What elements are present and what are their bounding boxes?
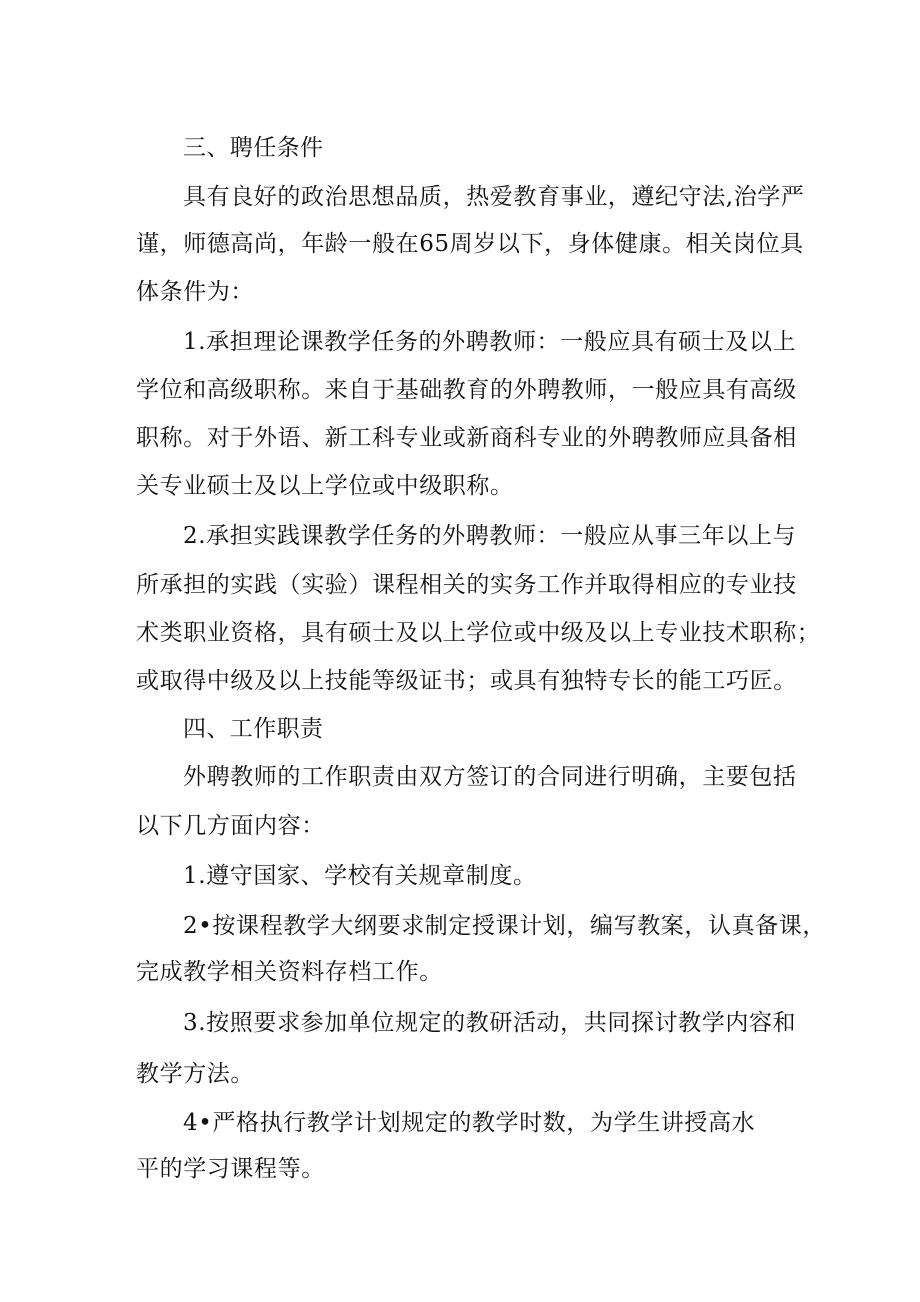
list-item-line: 4•严格执行教学计划规定的教学时数，为学生讲授高水 [183, 1110, 756, 1136]
list-item-line: 3.按照要求参加单位规定的教研活动，共同探讨教学内容和 [183, 1010, 797, 1036]
list-item-line: 学位和高级职称。来自于基础教育的外聘教师，一般应具有高级 [136, 377, 797, 403]
list-item-line: 2•按课程教学大纲要求制定授课计划，编写教案，认真备课， [183, 913, 826, 939]
list-item-line: 平的学习课程等。 [136, 1156, 325, 1182]
list-item-line: 职称。对于外语、新工科专业或新商科专业的外聘教师应具备相 [136, 425, 797, 451]
list-item-line: 1.承担理论课教学任务的外聘教师：一般应具有硕士及以上 [183, 329, 797, 355]
paragraph-line: 外聘教师的工作职责由双方签订的合同进行明确，主要包括 [183, 764, 797, 790]
paragraph-line: 以下几方面内容： [136, 813, 325, 839]
list-item-line: 完成教学相关资料存档工作。 [136, 959, 443, 985]
list-item-line: 关专业硕士及以上学位或中级职称。 [136, 473, 514, 499]
list-item-line: 2.承担实践课教学任务的外聘教师：一般应从事三年以上与 [183, 523, 797, 549]
section-heading-job-duties: 四、工作职责 [183, 716, 324, 742]
list-item-line: 所承担的实践（实验）课程相关的实务工作并取得相应的专业技 [136, 572, 797, 598]
list-item-line: 教学方法。 [136, 1061, 254, 1087]
paragraph-line: 谨，师德高尚，年龄一般在65周岁以下，身体健康。相关岗位具 [136, 231, 804, 257]
paragraph-line: 具有良好的政治思想品质，热爱教育事业，遵纪守法,治学严 [183, 184, 805, 210]
list-item-line: 1.遵守国家、学校有关规章制度。 [183, 863, 537, 889]
paragraph-line: 体条件为： [136, 279, 254, 305]
list-item-line: 术类职业资格，具有硕士及以上学位或中级及以上专业技术职称； [136, 620, 821, 646]
list-item-line: 或取得中级及以上技能等级证书；或具有独特专长的能工巧匠。 [136, 668, 797, 694]
section-heading-appointment-conditions: 三、聘任条件 [183, 135, 324, 161]
